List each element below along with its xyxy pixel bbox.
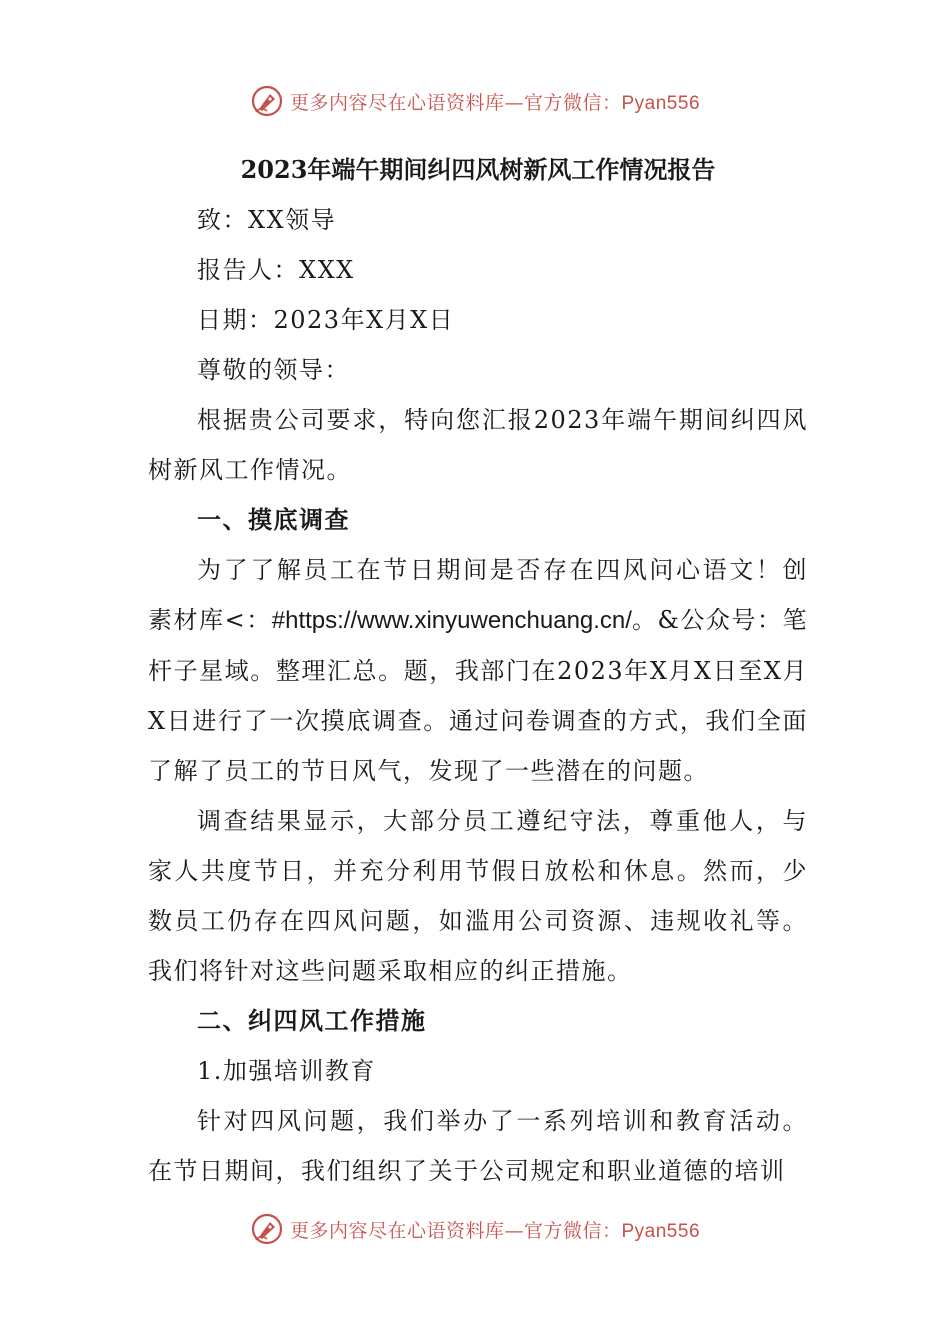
- salutation: 尊敬的领导：: [197, 356, 350, 384]
- section1-paragraph-2: 调查结果显示，大部分员工遵纪守法，尊重他人，与家人共度节日，并充分利用节假日放松和休息。然而，少数员工仍存在四风问题，如滥用公司资源、违规收礼等。我们将针对这些问题采取相应的纠正措施。: [148, 807, 808, 985]
- footer-banner: [0, 1212, 950, 1246]
- banner-text: 更多内容尽在心语资料库—官方微信：Pyan556: [289, 1219, 701, 1242]
- section1-paragraph-1: 为了了解员工在节日期间是否存在四风问心语文！创素材库<：#https://www.xinyuwenchuang.cn/。&公众号：笔杆子星域。整理汇总。题，我部门在2023年X月X日至X月X日进行了一次摸底调查。通过问卷调查的方式，我们全面了解了员工的节日风气，发现了一些潜在的问题。: [148, 556, 808, 785]
- section2-heading: 二、纠四风工作措施: [197, 1006, 427, 1035]
- document-body: [148, 145, 808, 1196]
- header-banner: [0, 84, 950, 118]
- intro-paragraph: 根据贵公司要求，特向您汇报2023年端午期间纠四风树新风工作情况。: [148, 406, 808, 484]
- pen-nib-circle-icon: [250, 1212, 284, 1246]
- date-line: 日期：2023年X月X日: [197, 306, 455, 334]
- section2-subheading-1: 1.加强培训教育: [197, 1057, 376, 1085]
- section1-heading: 一、摸底调查: [197, 505, 350, 534]
- banner-wechat-id: Pyan556: [621, 1220, 701, 1242]
- to-line: 致：XX领导: [197, 206, 337, 234]
- embedded-url: #https://www.xinyuwenchuang.cn/: [271, 607, 632, 634]
- banner-text: 更多内容尽在心语资料库—官方微信：Pyan556: [289, 91, 701, 114]
- banner-wechat-id: Pyan556: [621, 92, 701, 114]
- section2-paragraph-1: 针对四风问题，我们举办了一系列培训和教育活动。在节日期间，我们组织了关于公司规定和职业道德的培训: [148, 1107, 808, 1185]
- pen-nib-circle-icon: [250, 84, 284, 118]
- reporter-line: 报告人：XXX: [197, 256, 355, 284]
- document-title: 2023年端午期间纠四风树新风工作情况报告: [240, 155, 716, 184]
